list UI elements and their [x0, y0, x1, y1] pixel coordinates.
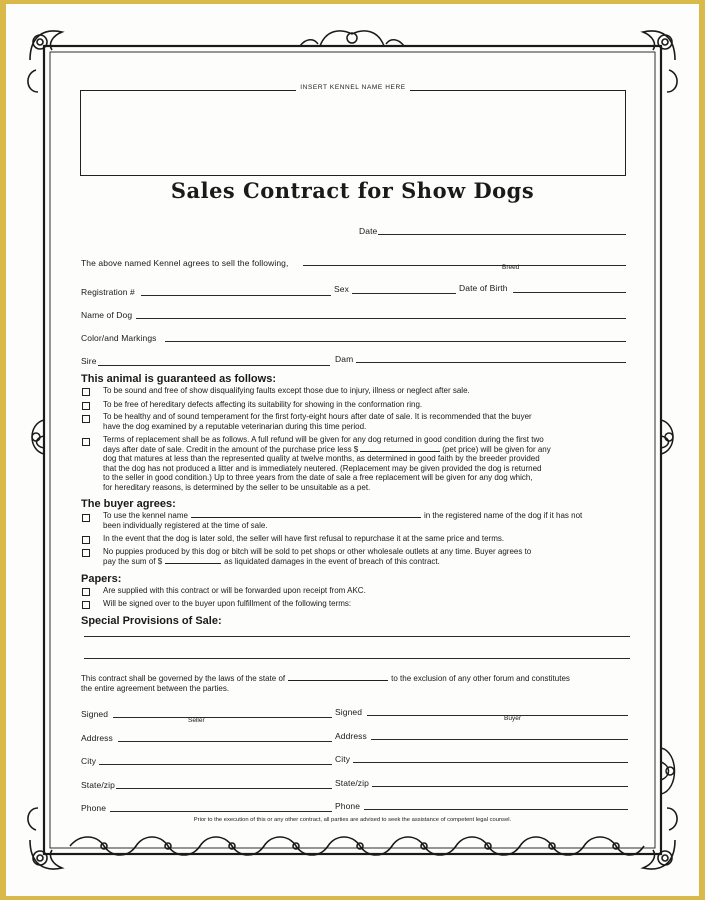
registration-label: Registration # — [81, 287, 135, 297]
guarantee-heading: This animal is guaranteed as follows: — [81, 373, 276, 385]
buyer-item-1: To use the kennel name in the registered name of the dog if it has not been individually registered at the time of sale. — [103, 511, 583, 530]
buyer-phone-field[interactable] — [364, 809, 628, 810]
kennel-name-label: INSERT KENNEL NAME HERE — [296, 84, 409, 91]
dam-label: Dam — [335, 354, 354, 364]
document-title: Sales Contract for Show Dogs — [170, 178, 535, 203]
seller-phone-field[interactable] — [110, 811, 332, 812]
seller-address-field[interactable] — [118, 741, 332, 742]
buyer-heading: The buyer agrees: — [81, 498, 176, 510]
provisions-line-2[interactable] — [84, 658, 630, 659]
guarantee-checkbox-4[interactable] — [82, 438, 90, 446]
date-label: Date — [359, 226, 378, 236]
sire-label: Sire — [81, 356, 97, 366]
papers-checkbox-2[interactable] — [82, 601, 90, 609]
buyer-checkbox-2[interactable] — [82, 536, 90, 544]
seller-phone-label: Phone — [81, 803, 107, 813]
guarantee-item-3: To be healthy and of sound temperament for the first forty-eight hours after date of sale. It is recommended that the buyer have the dog examined by a reputable veterinarian during this time period. — [103, 412, 532, 431]
guarantee-checkbox-3[interactable] — [82, 415, 90, 423]
buyer-address-label: Address — [335, 731, 367, 741]
buyer-item-3: No puppies produced by this dog or bitch will be sold to pet shops or other wholesale outlets at any time. Buyer agrees to pay the sum of $ as liquidated damages in the event of breach of this contract. — [103, 547, 532, 566]
buyer-statezip-field[interactable] — [372, 786, 628, 787]
agrees-label: The above named Kennel agrees to sell the following, — [81, 258, 289, 268]
guarantee-item-2: To be free of hereditary defects affecting its suitability for showing in the conformation ring. — [103, 400, 423, 409]
buyer-label: Buyer — [504, 715, 521, 722]
pet-price-field[interactable] — [360, 451, 440, 452]
breed-field[interactable] — [303, 265, 626, 266]
dog-name-field[interactable] — [136, 318, 626, 319]
papers-checkbox-1[interactable] — [82, 588, 90, 596]
kennel-name-field[interactable] — [191, 517, 421, 518]
kennel-name-box[interactable] — [80, 84, 626, 176]
buyer-phone-label: Phone — [335, 801, 361, 811]
breed-label: Breed — [502, 264, 520, 271]
dog-name-label: Name of Dog — [81, 310, 133, 320]
seller-city-field[interactable] — [99, 764, 332, 765]
seller-label: Seller — [188, 717, 205, 724]
buyer-checkbox-3[interactable] — [82, 549, 90, 557]
sire-field[interactable] — [98, 365, 330, 366]
buyer-city-field[interactable] — [353, 762, 628, 763]
color-markings-field[interactable] — [165, 341, 626, 342]
buyer-checkbox-1[interactable] — [82, 514, 90, 522]
guarantee-checkbox-2[interactable] — [82, 402, 90, 410]
special-provisions-heading: Special Provisions of Sale: — [81, 615, 222, 627]
buyer-signed-label: Signed — [335, 707, 363, 717]
papers-heading: Papers: — [81, 573, 122, 585]
seller-signed-label: Signed — [81, 709, 109, 719]
provisions-line-1[interactable] — [84, 636, 630, 637]
date-field[interactable] — [378, 234, 626, 235]
state-field[interactable] — [288, 680, 388, 681]
dob-label: Date of Birth — [459, 283, 508, 293]
buyer-item-2: In the event that the dog is later sold, the seller will have first refusal to repurchase it at the same price and terms. — [103, 534, 505, 543]
registration-field[interactable] — [141, 295, 331, 296]
guarantee-item-4: Terms of replacement shall be as follows. A full refund will be given for any dog returned in good condition during the first two days after date of sale. Credit in the amount of the purchase price less $ (pet price) will be given for any dog that matures at less than the represented quality at twelve months, as determined in good faith by the breeder provided that the dog has not produced a litter and is immediately neutered. (Replacement may be given provided the dog is returned to the seller in good condition.) Up to three years from the date of sale a free replacement will be given for any dog which, for hereditary reasons, is determined by the seller to be unsuitable as a pet. — [103, 435, 551, 492]
legal-footer-note: Prior to the execution of this or any other contract, all parties are advised to seek the assistance of competent legal counsel. — [193, 817, 512, 823]
dob-field[interactable] — [513, 292, 626, 293]
color-markings-label: Color/and Markings — [81, 333, 157, 343]
guarantee-checkbox-1[interactable] — [82, 388, 90, 396]
liquidated-damages-field[interactable] — [165, 563, 221, 564]
seller-signature-field[interactable] — [113, 717, 332, 718]
buyer-address-field[interactable] — [371, 739, 628, 740]
papers-item-2: Will be signed over to the buyer upon fulfillment of the following terms: — [103, 599, 352, 608]
guarantee-item-1: To be sound and free of show disqualifying faults except those due to injury, illness or neglect after sale. — [103, 386, 470, 395]
sex-field[interactable] — [352, 293, 456, 294]
buyer-statezip-label: State/zip — [335, 778, 369, 788]
sex-label: Sex — [334, 284, 349, 294]
seller-address-label: Address — [81, 733, 113, 743]
buyer-city-label: City — [335, 754, 351, 764]
seller-statezip-field[interactable] — [116, 788, 332, 789]
dam-field[interactable] — [356, 362, 626, 363]
governing-law-text: This contract shall be governed by the laws of the state of to the exclusion of any other forum and constitutes the entire agreement between the parties. — [81, 674, 570, 693]
seller-city-label: City — [81, 756, 97, 766]
papers-item-1: Are supplied with this contract or will be forwarded upon receipt from AKC. — [103, 586, 366, 595]
seller-statezip-label: State/zip — [81, 780, 115, 790]
buyer-signature-field[interactable] — [367, 715, 628, 716]
